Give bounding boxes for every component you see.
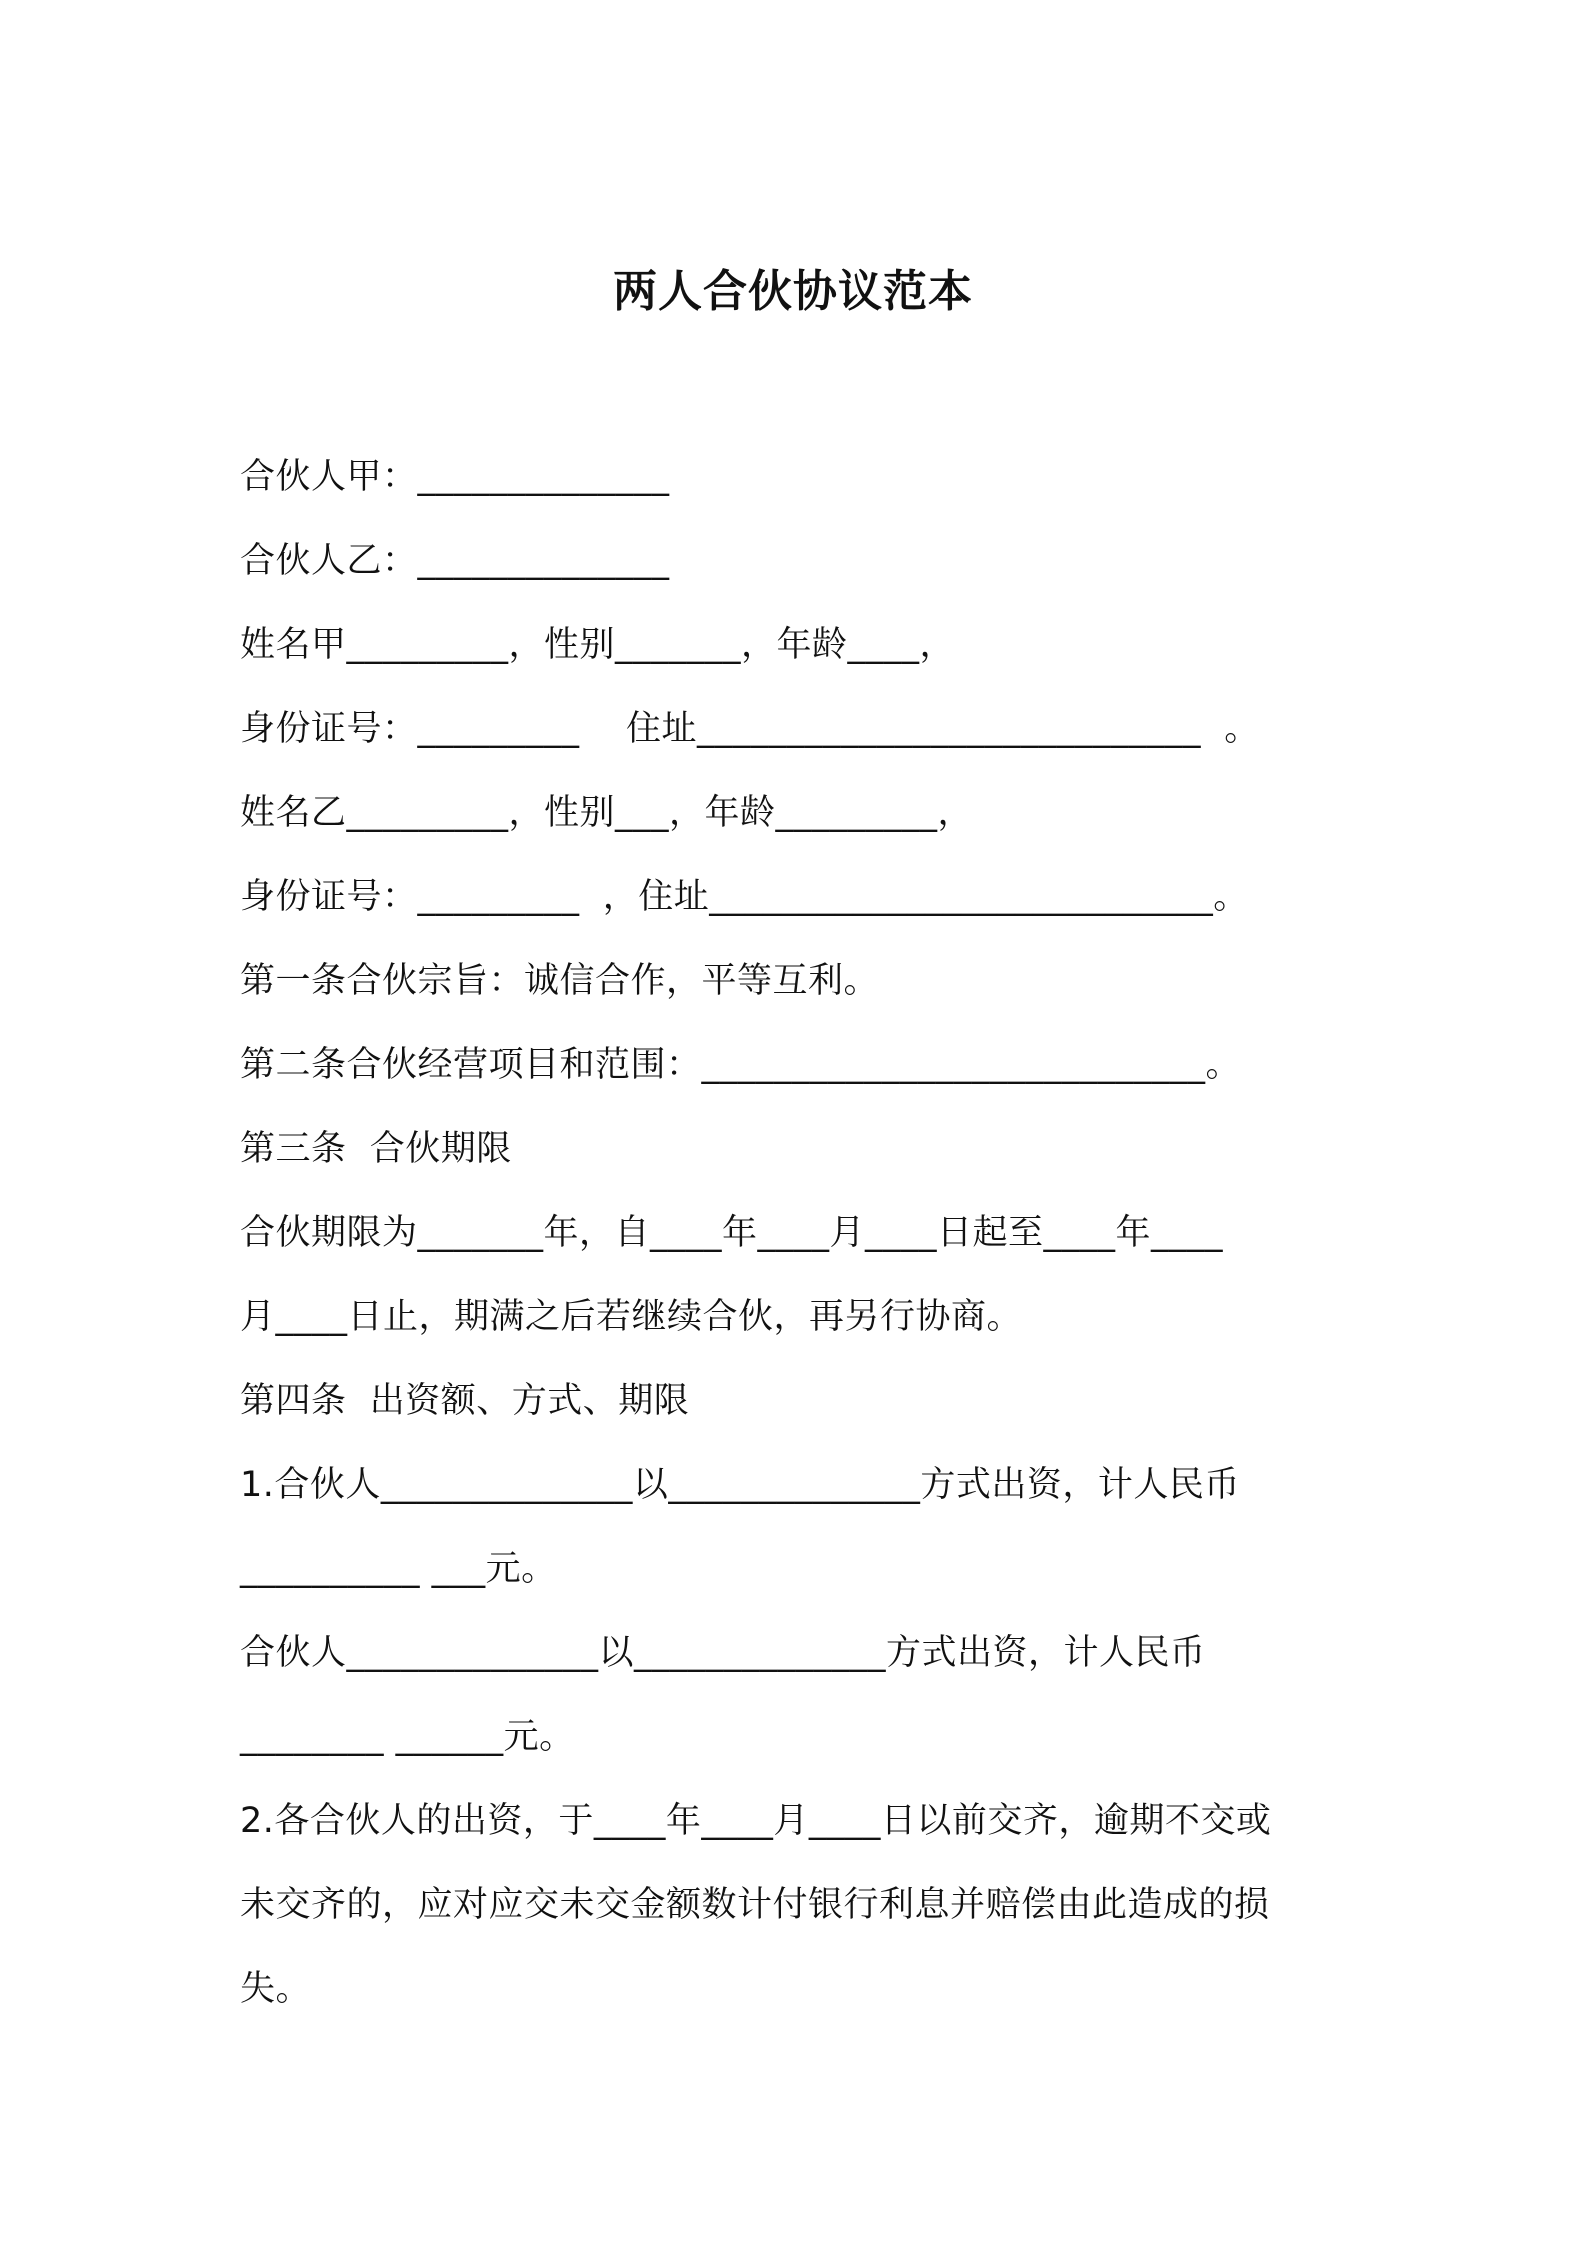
deadline-line-3: 失。 <box>240 1969 312 2009</box>
article-3-heading: 第三条 合伙期限 <box>240 1129 512 1169</box>
contribution-2-amount: ________ ______元。 <box>240 1717 575 1757</box>
article-1-line: 第一条合伙宗旨：诚信合作，平等互利。 <box>240 961 880 1001</box>
contribution-2-line: 合伙人______________以______________方式出资，计人民币 <box>240 1633 1206 1673</box>
id-address-b-line: 身份证号：_________ ，住址____________________________。 <box>240 877 1249 917</box>
article-2-line: 第二条合伙经营项目和范围：____________________________。 <box>240 1045 1242 1085</box>
deadline-line-2: 未交齐的，应对应交未交金额数计付银行利息并赔偿由此造成的损 <box>240 1885 1270 1925</box>
term-line-2: 月____日止，期满之后若继续合伙，再另行协商。 <box>240 1297 1023 1337</box>
term-line-1: 合伙期限为_______年，自____年____月____日起至____年____ <box>240 1213 1224 1253</box>
partner-a-line: 合伙人甲：______________ <box>240 457 670 497</box>
contribution-1-line: 1.合伙人______________以______________方式出资，计人民币 <box>240 1465 1240 1505</box>
document-title: 两人合伙协议范本 <box>613 266 973 317</box>
partner-b-line: 合伙人乙：______________ <box>240 541 670 581</box>
deadline-line-1: 2.各合伙人的出资，于____年____月____日以前交齐，逾期不交或 <box>240 1801 1272 1841</box>
name-b-line: 姓名乙_________，性别___，年龄_________， <box>240 793 974 833</box>
id-address-a-line: 身份证号：_________ 住址____________________________ 。 <box>240 709 1260 749</box>
name-a-line: 姓名甲_________，性别_______，年龄____， <box>240 625 956 665</box>
article-4-heading: 第四条 出资额、方式、期限 <box>240 1381 690 1421</box>
contribution-1-amount: __________ ___元。 <box>240 1549 557 1589</box>
